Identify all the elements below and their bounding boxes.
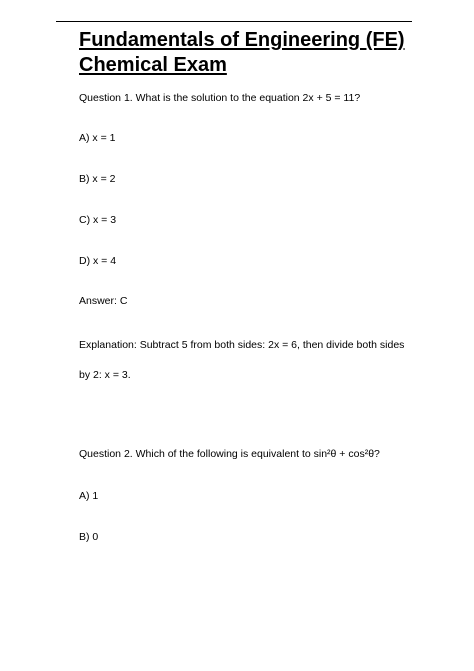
question-1-option-b: B) x = 2 — [79, 173, 116, 185]
top-rule — [56, 21, 412, 22]
document-title — [79, 28, 409, 78]
question-1-option-a: A) x = 1 — [79, 132, 116, 144]
title-line-1: Fundamentals of Engineering (FE) — [79, 29, 405, 51]
question-1-answer: Answer: C — [79, 295, 128, 307]
title-line-2: Chemical Exam — [79, 54, 227, 76]
question-1-text: Question 1. What is the solution to the equation 2x + 5 = 11? — [79, 92, 361, 104]
question-2-option-b: B) 0 — [79, 531, 99, 543]
question-1-option-d: D) x = 4 — [79, 255, 117, 267]
question-2-option-a: A) 1 — [79, 490, 99, 502]
question-2-text: Question 2. Which of the following is equivalent to sin²θ + cos²θ? — [79, 448, 380, 460]
question-1-explanation-line-2: by 2: x = 3. — [79, 369, 131, 381]
question-1-explanation-line-1: Explanation: Subtract 5 from both sides: 2x = 6, then divide both sides — [79, 339, 405, 351]
question-1-option-c: C) x = 3 — [79, 214, 117, 226]
